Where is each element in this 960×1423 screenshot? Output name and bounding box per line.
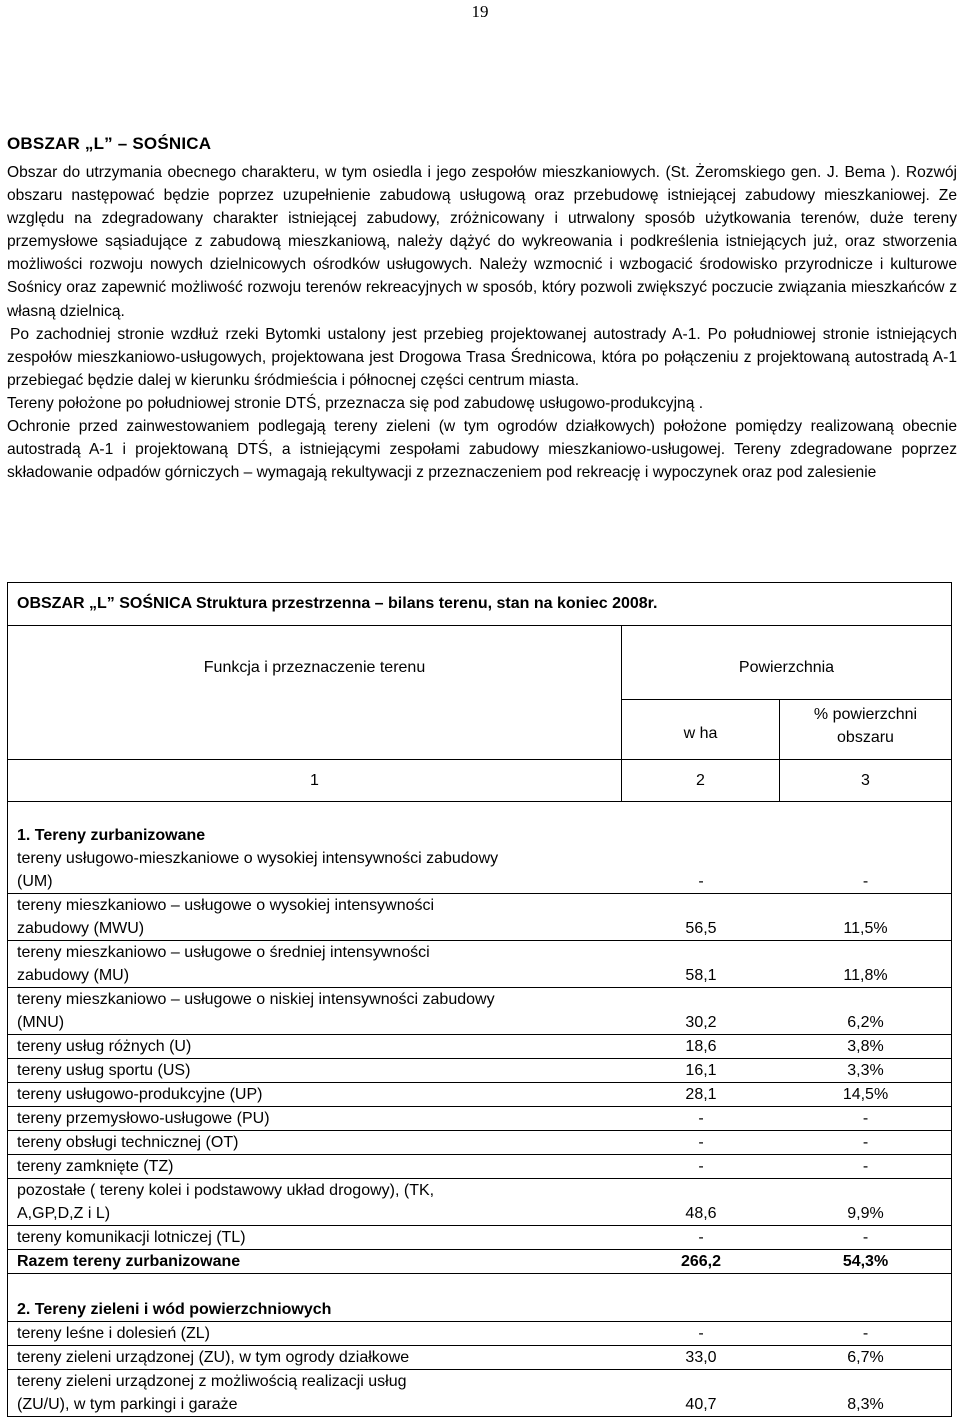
row-label	[8, 894, 622, 940]
table-row	[8, 847, 951, 894]
column-number-1: 1	[8, 760, 622, 801]
table-body	[8, 802, 951, 1417]
row-percent: 3,3%	[847, 1062, 884, 1079]
table-row-total	[8, 1250, 951, 1274]
row-percent: 11,8%	[843, 967, 888, 984]
table-spacer	[8, 1274, 951, 1298]
land-balance-table	[7, 582, 952, 1417]
row-label-line1: tereny obsługi technicznej (OT)	[17, 1134, 239, 1151]
table-row	[8, 1035, 951, 1059]
row-hectares: 18,6	[685, 1038, 717, 1055]
table-row	[8, 941, 951, 988]
row-label	[8, 1131, 622, 1154]
total-hectares: 266,2	[680, 1253, 722, 1270]
row-label	[8, 1035, 622, 1058]
row-hectares: 30,2	[685, 1014, 717, 1031]
row-label	[8, 1226, 622, 1249]
row-percent: 8,3%	[847, 1396, 884, 1413]
row-percent: 14,5%	[842, 1086, 889, 1103]
row-label	[8, 847, 622, 893]
row-label	[8, 1346, 622, 1369]
row-percent: 3,8%	[847, 1038, 884, 1055]
row-percent: -	[862, 873, 869, 890]
table-row	[8, 1083, 951, 1107]
row-label	[8, 1179, 622, 1225]
row-hectares: -	[698, 1134, 704, 1151]
row-label	[8, 1370, 622, 1416]
row-label-line2: zabudowy (MU)	[17, 967, 130, 984]
row-label-line1: tereny usług sportu (US)	[17, 1062, 191, 1079]
table-row	[8, 894, 951, 941]
row-hectares: -	[698, 1110, 704, 1127]
row-hectares: 40,7	[685, 1396, 717, 1413]
row-label-line2: (UM)	[17, 873, 53, 890]
row-hectares: 56,5	[685, 920, 717, 937]
table-row	[8, 1346, 951, 1370]
row-percent: -	[862, 1325, 869, 1342]
table-header	[8, 625, 951, 760]
row-hectares: 28,1	[685, 1086, 717, 1103]
table-row	[8, 988, 951, 1035]
row-label-line1: tereny mieszkaniowo – usługowe o średniej intensywności	[17, 944, 430, 961]
row-percent: -	[862, 1229, 869, 1246]
total-percent: 54,3%	[842, 1253, 889, 1270]
header-percent	[780, 700, 951, 760]
body-text	[7, 161, 957, 484]
row-label-line2: (ZU/U), w tym parkingi i garaże	[17, 1396, 238, 1413]
row-label-line1: tereny przemysłowo-usługowe (PU)	[17, 1110, 270, 1127]
row-percent: -	[862, 1110, 869, 1127]
row-label-line1: tereny zamknięte (TZ)	[17, 1158, 174, 1175]
table-row	[8, 1226, 951, 1250]
table-row	[8, 1107, 951, 1131]
table-row	[8, 1155, 951, 1179]
row-label-line1: tereny usług różnych (U)	[17, 1038, 192, 1055]
page-number: 19	[471, 2, 489, 21]
table-row	[8, 1179, 951, 1226]
header-function: Funkcja i przeznaczenie terenu	[8, 626, 622, 760]
table-row	[8, 1059, 951, 1083]
section1-rows	[8, 847, 951, 1250]
row-label	[8, 941, 622, 987]
row-hectares: -	[698, 1325, 704, 1342]
column-number-2: 2	[622, 760, 780, 801]
row-label	[8, 1059, 622, 1082]
row-label-line1: tereny zieleni urządzonej z możliwością realizacji usług	[17, 1373, 407, 1390]
section-heading: OBSZAR „L” – SOŚNICA	[7, 134, 212, 153]
row-label-line1: tereny leśne i dolesień (ZL)	[17, 1325, 210, 1342]
row-percent: 9,9%	[847, 1205, 884, 1222]
total-label: Razem tereny zurbanizowane	[17, 1253, 241, 1270]
row-hectares: -	[698, 873, 704, 890]
header-hectares: w ha	[622, 700, 780, 760]
section2-rows	[8, 1322, 951, 1417]
row-percent: 11,5%	[843, 920, 888, 937]
row-label-line2: (MNU)	[17, 1014, 65, 1031]
row-label-line1: tereny komunikacji lotniczej (TL)	[17, 1229, 246, 1246]
paragraph-3: Tereny położone po południowej stronie DTŚ, przeznacza się pod zabudowę usługowo-produkcyjną .	[7, 394, 704, 412]
row-hectares: -	[698, 1229, 704, 1246]
table-row	[8, 1131, 951, 1155]
table-row	[8, 1370, 951, 1417]
row-percent: 6,7%	[847, 1349, 884, 1366]
row-hectares: 48,6	[685, 1205, 717, 1222]
row-label	[8, 988, 622, 1034]
row-label-line2: zabudowy (MWU)	[17, 920, 145, 937]
row-label-line1: tereny usługowo-mieszkaniowe o wysokiej intensywności zabudowy	[17, 850, 499, 867]
header-percent-line1: % powierzchni	[813, 706, 918, 723]
row-hectares: 33,0	[685, 1349, 717, 1366]
row-label	[8, 1083, 622, 1106]
category-heading-green: 2. Tereny zieleni i wód powierzchniowych	[8, 1298, 951, 1322]
column-numbers-row	[8, 760, 951, 802]
header-area: Powierzchnia	[622, 626, 951, 700]
table-spacer	[8, 802, 951, 824]
row-percent: -	[862, 1134, 869, 1151]
table-row	[8, 1322, 951, 1346]
category-heading-urbanized: 1. Tereny zurbanizowane	[17, 827, 206, 844]
row-label-line1: tereny mieszkaniowo – usługowe o niskiej intensywności zabudowy	[17, 991, 495, 1008]
column-number-3: 3	[861, 772, 870, 789]
paragraph-4: Ochronie przed zainwestowaniem podlegają tereny zieleni (w tym ogrodów działkowych) położone pomiędzy realizowaną obecnie autostradą A-1 i projektowaną DTŚ, a istniejącymi zespołami zabudowy mieszkaniowo-usługowej. Tereny zdegradowane poprzez składowanie odpadów górniczych – wymagają rekultywacji z przeznaczeniem pod rekreację i wypoczynek oraz pod zalesienie	[7, 418, 957, 482]
paragraph-2: Po zachodniej stronie wzdłuż rzeki Bytomki ustalony jest przebieg projektowanej autostrady A-1. Po południowej stronie istniejących zespołów mieszkaniowo-usługowych, projektowana jest Drogowa Trasa Średnicowa, która po połączeniu z projektowaną autostradą A-1 przebiegać będzie dalej w kierunku śródmieścia i północnej części centrum miasta.	[7, 325, 957, 389]
row-hectares: -	[698, 1158, 704, 1175]
row-label	[8, 1322, 622, 1345]
row-percent: -	[862, 1158, 869, 1175]
table-title: OBSZAR „L” SOŚNICA Struktura przestrzenna – bilans terenu, stan na koniec 2008r.	[17, 595, 658, 612]
header-percent-line2: obszaru	[837, 729, 894, 746]
row-label	[8, 1155, 622, 1178]
row-hectares: 58,1	[685, 967, 717, 984]
row-percent: 6,2%	[847, 1014, 884, 1031]
row-label-line1: tereny mieszkaniowo – usługowe o wysokiej intensywności	[17, 897, 435, 914]
row-label-line1: pozostałe ( tereny kolei i podstawowy układ drogowy), (TK,	[17, 1182, 435, 1199]
row-label-line2: A,GP,D,Z i L)	[17, 1205, 111, 1222]
paragraph-1: Obszar do utrzymania obecnego charakteru, w tym osiedla i jego zespołów mieszkaniowych. (St. Żeromskiego gen. J. Bema ). Rozwój obszaru następować będzie poprzez uzupełnienie zabudową usługową oraz przebudowę istniejącej zabudowy mieszkaniowej. Ze względu na zdegradowany charakter istniejącej zabudowy, zróżnicowany i utrwalony sposób użytkowania terenów, duże tereny przemysłowe sąsiadujące z zabudową mieszkaniową, należy dążyć do wykreowania i podkreślenia istniejących już, oraz stworzenia możliwości rozwoju nowych dzielnicowych ośrodków usługowych. Należy wzmocnić i wzbogacić środowisko przyrodnicze i kulturowe Sośnicy oraz zapewnić możliwość rozwoju terenów rekreacyjnych w sposób, który pozwoli zwiększyć poczucie związania mieszkańców z własną dzielnicą.	[7, 164, 957, 320]
row-hectares: 16,1	[685, 1062, 717, 1079]
row-label	[8, 1107, 622, 1130]
row-label-line1: tereny usługowo-produkcyjne (UP)	[17, 1086, 263, 1103]
row-label-line1: tereny zieleni urządzonej (ZU), w tym ogrody działkowe	[17, 1349, 410, 1366]
